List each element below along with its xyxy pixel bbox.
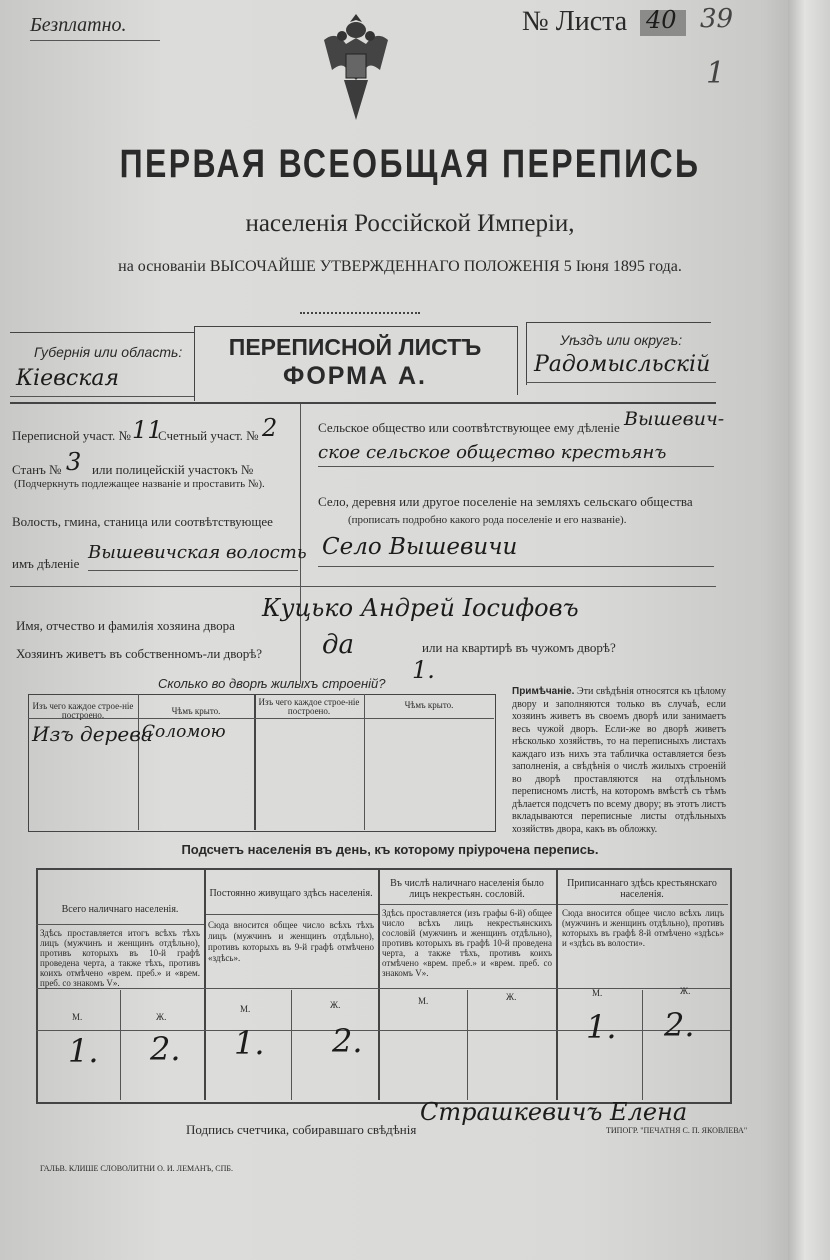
ornament-rule [300,312,420,314]
pop-col1-head: Всего наличнаго населенія. [61,904,179,915]
stan-label: Станъ № [12,462,62,477]
volost-label2: имъ дѣленіе [12,556,80,571]
page-subtitle: населенія Россійской Имперіи, [245,210,575,237]
list-title: ПЕРЕПИСНОЙ ЛИСТЪ [228,334,482,360]
uezd-rule [526,382,716,383]
pop-c4-f-value: 2. [664,1006,695,1044]
pop-col4-head: Приписаннаго здѣсь крестьянскаго населенія. [567,878,717,900]
buildings-col-sep1 [138,694,139,830]
pop-c1-f-head: Ж. [156,1012,167,1022]
gubernia-label: Губернія или область: [34,344,183,360]
buildings-col-sep3 [364,694,365,830]
owner-name-value: Куцько Андрей Іосифовъ [262,594,579,622]
police-area-label: или полицейскій участокъ № [92,462,254,477]
pop-col-sep1 [204,870,206,1100]
pop-col2-desc: Сюда вносится общее число всѣхъ тѣхъ лицъ (мужчинъ и женщинъ отдѣльно), противъ которыхъ въ 9-й графѣ отмѣчено «здѣсь». [208,920,374,963]
pop-mf-rule [36,1030,730,1031]
pop-col3-head-rule [380,904,556,905]
volost-value: Вышевичская волость [88,542,307,563]
census-area-label: Переписной участ. № [12,428,131,443]
buildings-value: 1. [412,656,435,684]
village-note: (прописать подробно какого рода поселеніе и его названіе). [348,514,627,526]
pop-desc-rule [36,988,730,989]
pop-c1-m-head: М. [72,1012,83,1022]
pop-col3-head: Въ числѣ наличнаго населенія было лицъ некрестьян. сословій. [390,878,544,900]
coat-of-arms-icon [316,10,396,130]
buildings-col-material-2: Изъ чего каждое строе-ніе построено. [258,697,360,716]
count-area-label: Счетный участ. № [158,428,259,443]
sheet-number-value: 40 [646,6,677,34]
volost-rule [88,570,298,571]
signature-label: Подпись счетчика, собиравшаго свѣдѣнія [186,1122,417,1137]
pop-col2-head-rule [206,914,378,915]
village-rule [318,566,714,567]
society-value-1: Вышевич- [624,408,725,430]
uezd-value: Радомысльскій [534,352,711,377]
pop-c3-m-head: М. [418,996,429,1006]
stan-value: 3 [66,448,82,476]
uezd-label: Уѣздъ или округъ: [560,332,683,348]
pop-c2-m-head: М. [240,1004,251,1014]
pop-mf-sep2 [291,990,292,1100]
owner-name-label: Имя, отчество и фамилія хозяина двора [16,618,235,633]
pop-c4-m-value: 1. [586,1008,617,1046]
pop-c4-m-head: М. [592,988,603,998]
buildings-row1-material: Изъ дерева [32,722,153,746]
pop-c1-m-value: 1. [68,1032,99,1070]
rented-label: или на квартирѣ въ чужомъ дворѣ? [422,640,616,655]
sheet-number-mark: 1 [706,56,726,91]
pop-col1-head-rule [36,924,204,925]
free-label: Безплатно. [30,14,127,36]
society-value-2: ское сельское общество крестьянъ [318,442,667,463]
pop-col4-head-rule [558,904,728,905]
owner-divider [10,586,716,587]
page-edge [788,0,830,1260]
pop-mf-sep3 [467,990,468,1100]
pop-col1-desc: Здѣсь проставляется итогъ всѣхъ тѣхъ лицъ (мужчинъ и женщинъ отдѣльно), противъ которыхъ въ 10-й графѣ проведена черта, а также тѣхъ, противъ коихъ отмѣчено «врем. преб.» и «врем. преб. со знакомъ V». [40,928,200,988]
note-text: Эти свѣдѣнія относятся къ цѣлому двору и заполняются только въ случаѣ, если хозяинъ живетъ въ своемъ дворѣ или занимаетъ весь чужой дворъ. Если-же во дворѣ живетъ нѣсколько хозяйствъ, то на переписныхъ листахъ каждаго изъ нихъ эта табличка оставляется безъ заполненія, а свѣдѣнія о числѣ жилыхъ строеній во дворѣ проставляются на отдѣльномъ переписномъ листѣ, на которомъ вмѣстѣ съ тѣмъ дѣлается подсчетъ по всему двору; въ этотъ листъ вкладываются переписные листы отдѣльныхъ хозяйствъ двора, какъ въ обложку. [512,686,726,835]
page-title: ПЕРВАЯ ВСЕОБЩАЯ ПЕРЕПИСЬ [119,142,701,186]
buildings-col-material: Изъ чего каждое строе-ніе построено. [32,701,134,720]
note-title: Примѣчаніе. [512,686,575,697]
signature-value: Страшкевичъ Елена [420,1098,688,1126]
form-title: ФОРМА А. [283,362,427,390]
pop-c1-f-value: 2. [150,1030,181,1068]
buildings-col-roof-2: Чѣмъ крыто. [404,700,454,710]
sheet-number-alt: 39 [700,4,734,34]
volost-label: Волость, гмина, станица или соотвѣтствующее [12,514,273,529]
buildings-row1-roof: Соломою [142,722,226,742]
census-area-value: 11 [132,416,163,444]
printer-right: ТИПОГР. "ПЕЧАТНЯ С. П. ЯКОВЛЕВА" [606,1126,748,1135]
pop-col4-desc: Сюда вносится общее число всѣхъ лицъ (мужчинъ и женщинъ отдѣльно), противъ которыхъ въ графѣ 8-й отмѣчено «здѣсь» и «здѣсь въ волости». [562,908,724,948]
buildings-label: Сколько во дворѣ жилыхъ строеній? [158,676,386,691]
sheet-number-label: № Листа [522,6,628,37]
pop-c2-m-value: 1. [234,1024,265,1062]
pop-c2-f-value: 2. [332,1022,363,1060]
gubernia-value: Кіевская [16,366,120,391]
population-title: Подсчетъ населенія въ день, къ которому пріурочена перепись. [181,842,599,857]
buildings-col-roof: Чѣмъ крыто. [171,706,221,716]
printer-left: ГАЛЬВ. КЛИШЕ СЛОВОЛИТНИ О. И. ЛЕМАНЪ, СПБ. [40,1164,233,1173]
society-label: Сельское общество или соотвѣтствующее ему дѣленіе [318,420,620,435]
pop-c3-f-head: Ж. [506,992,517,1002]
village-value: Село Вышевичи [322,534,518,560]
basis-line: на основаніи ВЫСОЧАЙШЕ УТВЕРЖДЕННАГО ПОЛОЖЕНІЯ 5 Іюня 1895 года. [118,258,682,275]
buildings-note [512,686,726,836]
count-area-value: 2 [262,414,278,442]
gubernia-rule [10,396,194,397]
pop-mf-sep1 [120,990,121,1100]
own-yard-value: да [322,630,354,660]
underline-note: (Подчеркнуть подлежащее названіе и проставить №). [14,478,265,490]
pop-mf-sep4 [642,990,643,1100]
pop-c2-f-head: Ж. [330,1000,341,1010]
pop-col2-head: Постоянно живущаго здѣсь населенія. [209,888,373,899]
pop-c4-f-head: Ж. [680,986,691,996]
village-label: Село, деревня или другое поселеніе на земляхъ сельскаго общества [318,494,693,509]
free-label-underline [30,40,160,41]
header-divider [10,402,716,404]
society-rule [318,466,714,467]
pop-col3-desc: Здѣсь проставляется (изъ графы 6-й) общее число всѣхъ лицъ некрестьянскихъ сословій (мужчинъ и женщинъ отдѣльно), противъ которыхъ въ графѣ 10-й проведена черта, а также тѣхъ, противъ коихъ отмѣчено «врем. преб.» и «врем. преб. со знакомъ V». [382,908,552,978]
own-yard-label: Хозяинъ живетъ въ собственномъ-ли дворѣ? [16,646,263,661]
